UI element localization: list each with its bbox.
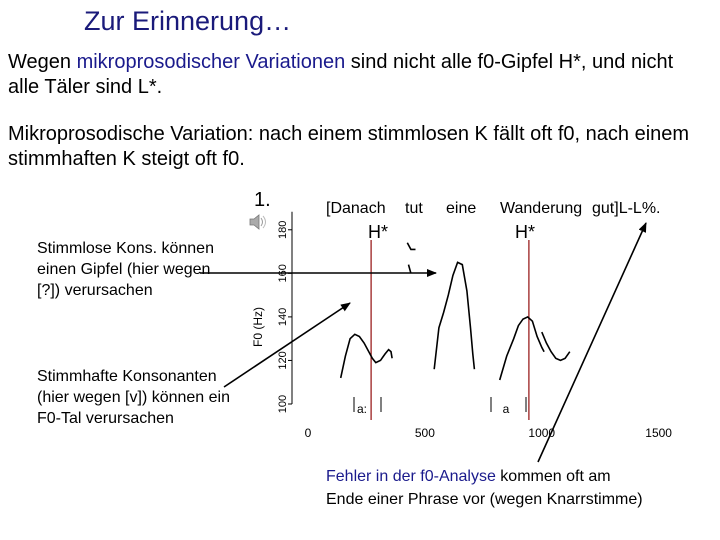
f0-contour — [341, 243, 570, 380]
p1-text-before: Wegen — [8, 51, 77, 73]
tone-labels — [368, 222, 535, 242]
x-tick-label: 0 — [304, 426, 312, 440]
transcription — [326, 200, 660, 217]
transcription-word: eine — [446, 200, 477, 217]
y-tick-label: 120 — [277, 351, 289, 370]
segment-labels — [354, 397, 526, 416]
x-tick-label: 500 — [414, 426, 435, 440]
y-tick-label: 100 — [277, 394, 289, 414]
y-tick-label: 180 — [277, 220, 289, 239]
marker-lines — [371, 240, 529, 420]
segment-label: a — [502, 402, 510, 416]
p1-highlight: mikroprosodischer Variationen — [76, 51, 346, 73]
transcription-word: Wanderung — [500, 200, 583, 217]
segment-label: a: — [356, 402, 368, 416]
f0-contour-segment — [542, 332, 570, 360]
f0-contour-segment — [409, 265, 411, 274]
slide-title: Zur Erinnerung… — [84, 6, 292, 36]
f0-contour-segment — [341, 334, 392, 378]
fehler-text: kommen oft am Ende einer Phrase vor (wegen Knarrstimme) — [326, 468, 643, 508]
transcription-word: [Danach — [326, 200, 386, 217]
transcription-word: tut — [405, 200, 423, 217]
f0-contour-segment — [500, 317, 544, 380]
annotation-voiced: Stimmhafte Konsonanten (hier wegen [v]) können ein F0-Tal verursachen — [37, 368, 230, 427]
y-tick-label: 140 — [277, 307, 289, 327]
annotation-voiceless: Stimmlose Kons. können einen Gipfel (hier wegen [?]) verursachen — [37, 240, 214, 299]
y-axis-label: F0 (Hz) — [251, 307, 265, 347]
x-axis — [305, 426, 673, 440]
tone-label: H* — [515, 222, 536, 242]
example-number: 1. — [254, 189, 271, 211]
f0-contour-segment — [407, 243, 415, 250]
x-tick-label: 1000 — [528, 426, 556, 440]
paragraph-definition: Mikroprosodische Variation: nach einem stimmlosen K fällt oft f0, nach einem stimmhaften K steigt oft f0. — [8, 123, 690, 170]
annotation-arrow — [538, 223, 646, 462]
p1-text-after: sind nicht alle f0-Gipfel H*, und nicht alle Täler sind L*. — [8, 51, 674, 98]
f0-contour-segment — [434, 262, 474, 369]
tone-label: H* — [368, 222, 389, 242]
transcription-word: gut]L-L%. — [592, 200, 661, 217]
x-tick-label: 1500 — [645, 426, 672, 440]
fehler-highlight: Fehler in der f0-Analyse — [326, 468, 496, 485]
speaker-icon[interactable] — [250, 215, 266, 229]
y-tick-label: 160 — [277, 264, 289, 283]
y-axis — [277, 212, 292, 413]
